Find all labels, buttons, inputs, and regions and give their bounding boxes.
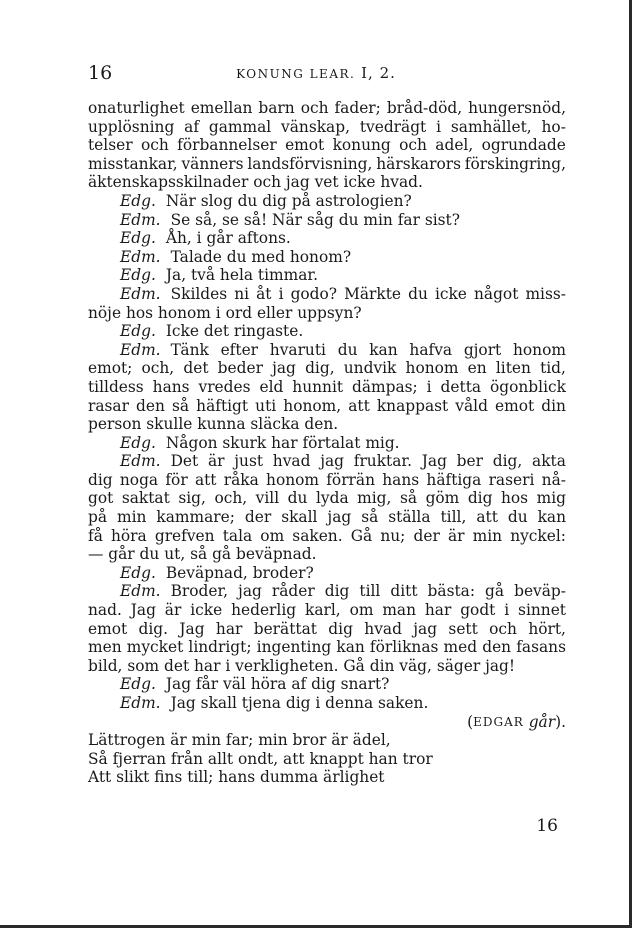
dialogue-line — [88, 211, 566, 230]
dialogue-line — [88, 675, 566, 694]
speaker-name: Edg. — [120, 322, 156, 341]
page-number: 16 — [88, 62, 113, 84]
text-block — [88, 99, 566, 787]
speaker-gap — [156, 434, 166, 453]
speaker-gap — [156, 192, 166, 211]
speech-text: Beväpnad, broder? — [165, 563, 314, 582]
dialogue-line — [88, 341, 566, 360]
dialogue-line — [88, 266, 566, 285]
speaker-gap — [161, 694, 171, 713]
speaker-name: Edg. — [120, 433, 156, 452]
dialogue-line — [88, 285, 566, 304]
dialogue-line: — går du ut, så gå beväpnad. — [88, 545, 317, 564]
speaker-name: Edm. — [120, 340, 161, 359]
stage-paren: ( — [467, 712, 474, 731]
speech-text: Se så, se så! När såg du min far sist? — [170, 210, 460, 229]
speaker-gap — [156, 564, 166, 583]
speaker-name: Edg. — [120, 191, 156, 210]
prose-line: upplösning af gammal vänskap, tvedrägt i samhället, ho- — [88, 117, 566, 136]
speaker-name: Edm. — [120, 284, 161, 303]
speech-text: Åh, i går aftons. — [165, 229, 291, 248]
speech-text: Jag får väl höra af dig snart? — [165, 675, 390, 694]
running-head-act-scene: I, 2. — [361, 64, 396, 82]
dialogue-line: nöje hos honom i ord eller uppsyn? — [88, 303, 362, 322]
speech-text: Icke det ringaste. — [165, 322, 304, 341]
speaker-gap — [161, 248, 171, 267]
dialogue-line — [88, 192, 566, 211]
dialogue-line: rasar den så häftigt uti honom, att knappast våld emot din — [88, 396, 566, 415]
verse-line: Att slikt fins till; hans dumma ärlighet — [88, 768, 385, 787]
dialogue-line: nad. Jag är icke hederlig karl, om man har godt i sinnet — [88, 601, 566, 620]
speaker-gap — [161, 341, 171, 360]
speaker-name: Edg. — [120, 266, 156, 285]
dialogue-line — [88, 229, 566, 248]
stage-paren: ). — [555, 712, 566, 731]
speaker-gap — [161, 582, 171, 601]
prose-line: misstankar, vänners landsförvisning, härskarors förskingring, — [88, 154, 566, 173]
signature-number: 16 — [536, 816, 558, 836]
stage-action: går — [528, 712, 556, 731]
dialogue-line: person skulle kunna släcka den. — [88, 415, 339, 434]
verse-line: Lättrogen är min far; min bror är ädel, — [88, 731, 391, 750]
speech-text: Någon skurk har förtalat mig. — [165, 433, 400, 452]
dialogue-line — [88, 694, 566, 713]
stage-character: EDGAR — [473, 714, 524, 729]
speaker-name: Edg. — [120, 229, 156, 248]
dialogue-line — [88, 248, 566, 267]
speaker-gap — [156, 675, 166, 694]
speaker-name: Edm. — [120, 210, 161, 229]
speaker-name: Edm. — [120, 582, 161, 601]
dialogue-line: bild, som det har i verkligheten. Gå din väg, säger jag! — [88, 656, 516, 675]
speaker-name: Edm. — [120, 452, 161, 471]
dialogue-line: got saktat sig, och, vill du lyda mig, så göm dig hos mig — [88, 489, 566, 508]
speaker-name: Edm. — [120, 694, 161, 712]
dialogue-line: men mycket lindrigt; ingenting kan förliknas med den fasans — [88, 638, 566, 657]
dialogue-line — [88, 322, 566, 341]
dialogue-line: emot; och, det beder jag dig, undvik honom en liten tid, — [88, 359, 566, 378]
speaker-gap — [156, 322, 166, 341]
speaker-name: Edm. — [120, 247, 161, 266]
dialogue-line — [88, 582, 566, 601]
speaker-gap — [161, 211, 171, 230]
prose-line: äktenskapsskilnader och jag vet icke hvad. — [88, 173, 423, 192]
speech-text: Ja, två hela timmar. — [165, 266, 318, 285]
speech-text: Jag skall tjena dig i denna saken. — [170, 694, 429, 712]
speaker-name: Edg. — [120, 563, 156, 582]
speaker-gap — [161, 452, 171, 471]
speech-text: Talade du med honom? — [170, 247, 352, 266]
speech-text: Skildes ni åt i godo? Märkte du icke något miss- — [170, 284, 566, 303]
speaker-gap — [156, 266, 166, 285]
verse-line: Så fjerran från allt ondt, att knappt han tror — [88, 749, 433, 768]
dialogue-line — [88, 452, 566, 471]
dialogue-line — [88, 564, 566, 583]
stage-direction — [88, 713, 566, 732]
running-head-title: KONUNG LEAR. — [236, 67, 356, 81]
dialogue-line: på min kammare; der skall jag så ställa till, att du kan — [88, 508, 566, 527]
speaker-name: Edg. — [120, 675, 156, 694]
dialogue-line: dig noga för att råka honom förrän hans häftiga raseri nå- — [88, 470, 566, 489]
speaker-gap — [161, 285, 171, 304]
dialogue-line: tilldess hans vredes eld hunnit dämpas; i detta ögonblick — [88, 377, 566, 396]
dialogue-line — [88, 434, 566, 453]
dialogue-line: emot dig. Jag har berättat dig hvad jag sett och hört, — [88, 619, 566, 638]
speech-text: Broder, jag råder dig till ditt bästa: gå beväp- — [170, 582, 566, 601]
running-head — [0, 64, 632, 82]
speech-text: När slog du dig på astrologien? — [165, 191, 412, 210]
speaker-gap — [156, 229, 166, 248]
prose-line: telser och förbannelser emot konung och adel, ogrundade — [88, 136, 566, 155]
speech-text: Det är just hvad jag fruktar. Jag ber dig, akta — [170, 452, 566, 471]
dialogue-line: få höra grefven tala om saken. Gå nu; der är min nyckel: — [88, 526, 566, 545]
speech-text: Tänk efter hvaruti du kan hafva gjort honom — [170, 340, 566, 359]
prose-line: onaturlighet emellan barn och fader; bråd-död, hungersnöd, — [88, 99, 566, 117]
